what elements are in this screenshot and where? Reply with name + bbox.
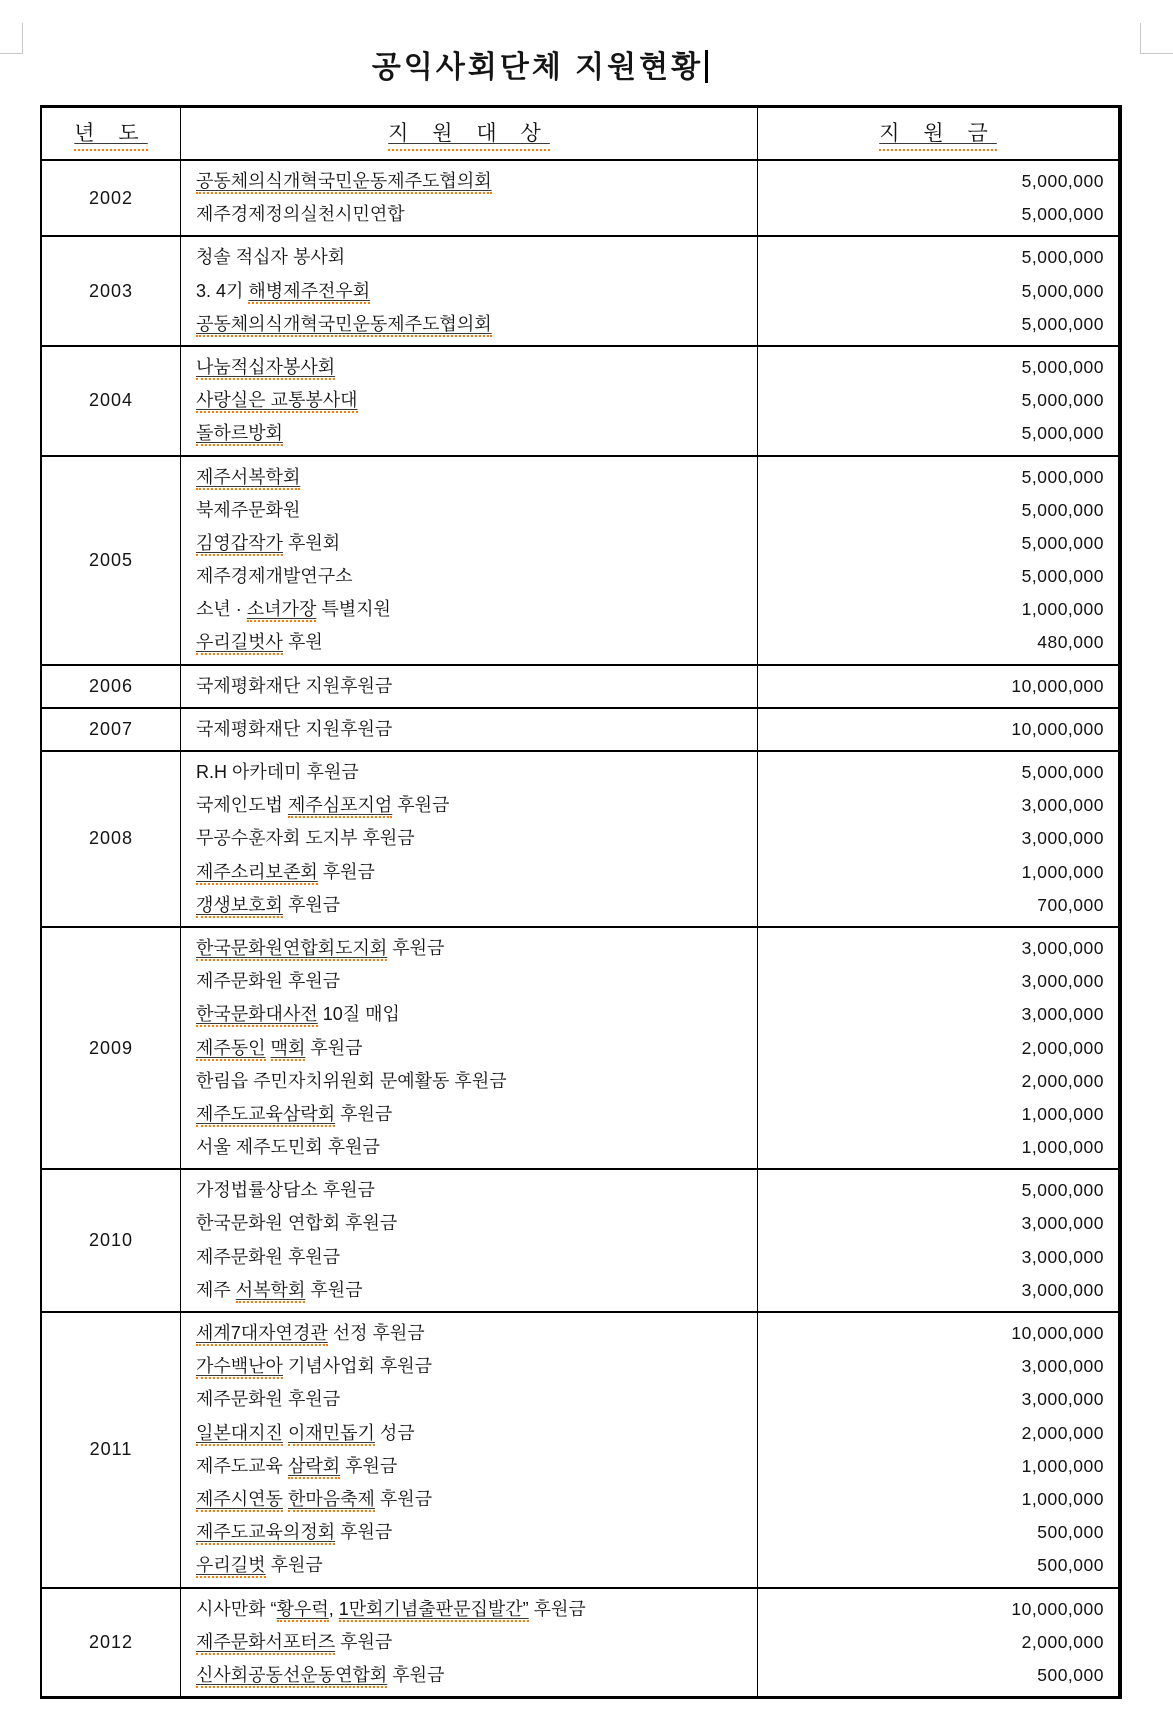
- text-segment: 국제평화재단 지원후원금: [196, 675, 393, 696]
- amount-value: 5,000,000: [1021, 566, 1104, 587]
- text-segment: 후원금: [387, 1664, 445, 1685]
- support-target-line: [181, 351, 757, 384]
- misspelled-text-segment: 제주시연동: [196, 1489, 283, 1512]
- table-header-row: [42, 108, 1118, 161]
- text-segment: 제주경제정의실천시민연합: [196, 204, 405, 225]
- misspelled-text-segment: 제주소리보존회: [196, 862, 318, 885]
- text-segment: 특별지원: [316, 599, 391, 620]
- year-group-row: [42, 926, 1118, 1168]
- support-target-line: [181, 756, 757, 789]
- amount-value: 5,000,000: [1021, 532, 1104, 553]
- misspelled-text-segment: 1만회기념출판문집발간”: [339, 1599, 529, 1622]
- amount-value: 3,000,000: [1021, 828, 1104, 849]
- support-target-line: [181, 670, 757, 703]
- text-segment: 제주문화원 후원금: [196, 1389, 341, 1410]
- misspelled-text-segment: 제주도교육의정회: [196, 1522, 335, 1545]
- text-segment: 시사만화 “: [196, 1598, 277, 1619]
- text-segment: 후원금: [305, 1279, 363, 1300]
- table-groups: [42, 161, 1118, 1696]
- misspelled-text-segment: 공동체의식개혁국민운동제주도협의회: [196, 171, 492, 194]
- amount-value: 500,000: [1037, 1522, 1104, 1543]
- support-target-line: [181, 593, 757, 626]
- amount-value: 3,000,000: [1021, 937, 1104, 958]
- amount-cell: [758, 347, 1118, 455]
- target-cell: [180, 928, 758, 1168]
- amount-cell: [758, 457, 1118, 664]
- support-target-line: [181, 1626, 757, 1659]
- support-target-line: [181, 1516, 757, 1549]
- text-segment: 후원금: [528, 1598, 586, 1619]
- misspelled-text-segment: 소녀가장: [247, 599, 317, 622]
- target-cell: [180, 752, 758, 926]
- misspelled-text-segment: 한마음축제: [288, 1489, 375, 1512]
- support-target-line: [181, 1174, 757, 1207]
- support-target-line: [181, 1131, 757, 1164]
- year-cell: 2002: [88, 187, 134, 208]
- misspelled-text-segment: 우리길벗: [196, 1555, 266, 1578]
- support-target-line: [181, 626, 757, 659]
- text-segment: 10질 매입: [317, 1004, 400, 1025]
- amount-cell: [758, 237, 1118, 345]
- amount-value: 5,000,000: [1021, 280, 1104, 301]
- amount-value: 700,000: [1037, 894, 1104, 915]
- amount-value: 5,000,000: [1021, 423, 1104, 444]
- target-cell: [180, 457, 758, 664]
- header-year: [42, 108, 180, 159]
- amount-cell: [758, 1170, 1118, 1311]
- year-group-row: [42, 1168, 1118, 1311]
- text-segment: 국제인도법: [196, 795, 288, 816]
- amount-value: 1,000,000: [1021, 1103, 1104, 1124]
- page-corner-mark-right: [1140, 23, 1173, 54]
- support-target-line: [181, 856, 757, 889]
- year-cell: 2008: [88, 828, 134, 849]
- text-segment: R.H 아카데미 후원금: [196, 762, 359, 782]
- header-amount-label: 지 원 금: [879, 117, 997, 151]
- year-group-row: [42, 235, 1118, 345]
- support-target-line: [181, 198, 757, 231]
- document-title-text: 공익사회단체 지원현황: [371, 51, 704, 84]
- support-target-line: [181, 1065, 757, 1098]
- amount-value: 10,000,000: [1011, 1323, 1104, 1343]
- text-segment: 제주문화원 후원금: [196, 971, 341, 992]
- misspelled-text-segment: 황우럭: [277, 1599, 329, 1622]
- support-target-line: [181, 1032, 757, 1065]
- misspelled-text-segment: 맥회: [271, 1038, 306, 1061]
- misspelled-text-segment: 가수백난아: [196, 1356, 283, 1379]
- year-group-row: [42, 455, 1118, 664]
- support-target-line: [181, 1317, 757, 1350]
- text-cursor-caret: [705, 50, 708, 83]
- amount-value: 5,000,000: [1021, 499, 1104, 520]
- amount-value: 3,000,000: [1021, 1356, 1104, 1377]
- amount-value: 1,000,000: [1021, 1455, 1104, 1476]
- header-amount: [758, 108, 1118, 159]
- target-cell: [180, 709, 758, 750]
- misspelled-text-segment: 제주심포지엄: [288, 795, 392, 818]
- text-segment: 기념사업회 후원금: [282, 1356, 433, 1377]
- target-cell: [180, 1313, 758, 1587]
- misspelled-text-segment: 서복학회: [236, 1280, 306, 1303]
- text-segment: 북제주문화원: [196, 499, 301, 520]
- misspelled-text-segment: 제주문화서포터즈: [196, 1632, 335, 1655]
- text-segment: 후원금: [317, 861, 375, 882]
- text-segment: 후원금: [335, 1103, 393, 1124]
- support-target-line: [181, 1549, 757, 1582]
- year-group-row: [42, 707, 1118, 750]
- misspelled-text-segment: 세계7대자연경관: [196, 1323, 328, 1346]
- support-target-line: [181, 1417, 757, 1450]
- amount-value: 3,000,000: [1021, 971, 1104, 992]
- text-segment: 무공수훈자회 도지부 후원금: [196, 828, 415, 849]
- support-target-line: [181, 275, 757, 308]
- amount-value: 5,000,000: [1021, 247, 1104, 268]
- amount-value: 5,000,000: [1021, 356, 1104, 377]
- text-segment: 소년 ·: [196, 599, 247, 620]
- amount-cell: [758, 666, 1118, 707]
- support-target-line: [181, 1659, 757, 1692]
- amount-value: 5,000,000: [1021, 762, 1104, 782]
- support-target-line: [181, 1241, 757, 1274]
- misspelled-text-segment: 일본대지진: [196, 1423, 283, 1446]
- amount-value: 3,000,000: [1021, 1213, 1104, 1234]
- amount-value: 2,000,000: [1021, 1070, 1104, 1091]
- support-target-line: [181, 308, 757, 341]
- misspelled-text-segment: 해병제주전우회: [248, 281, 370, 304]
- amount-value: 5,000,000: [1021, 313, 1104, 334]
- year-cell: 2011: [89, 1439, 133, 1460]
- support-target-line: [181, 165, 757, 198]
- year-cell: 2004: [88, 390, 134, 411]
- target-cell: [180, 161, 758, 235]
- misspelled-text-segment: 김영갑작가: [196, 533, 283, 556]
- support-target-line: [181, 1207, 757, 1240]
- year-cell: 2005: [88, 549, 134, 570]
- year-cell: 2003: [88, 280, 134, 301]
- text-segment: 제주경제개발연구소: [196, 566, 353, 587]
- text-segment: 후원금: [335, 1631, 393, 1652]
- support-target-line: [181, 384, 757, 417]
- misspelled-text-segment: 제주서복학회: [196, 467, 300, 490]
- misspelled-text-segment: 갱생보호회: [196, 895, 283, 918]
- misspelled-text-segment: 공동체의식개혁국민운동제주도협의회: [196, 314, 492, 337]
- text-segment: 제주: [196, 1279, 236, 1300]
- amount-value: 5,000,000: [1021, 390, 1104, 411]
- text-segment: 후원금: [282, 894, 341, 915]
- text-segment: 한국문화원 연합회 후원금: [196, 1213, 398, 1234]
- support-target-line: [181, 789, 757, 822]
- year-group-row: [42, 664, 1118, 707]
- support-target-line: [181, 494, 757, 527]
- misspelled-text-segment: 나눔적십자봉사회: [196, 357, 335, 380]
- year-cell: 2006: [88, 675, 134, 696]
- text-segment: 후원금: [387, 937, 445, 958]
- support-target-line: [181, 461, 757, 494]
- text-segment: 후원금: [305, 1037, 363, 1058]
- support-target-line: [181, 932, 757, 965]
- misspelled-text-segment: 돌하르방회: [196, 423, 283, 446]
- target-cell: [180, 347, 758, 455]
- misspelled-text-segment: 삼락회: [288, 1456, 340, 1479]
- amount-value: 500,000: [1037, 1555, 1104, 1576]
- header-target: [180, 108, 758, 159]
- support-target-line: [181, 241, 757, 274]
- misspelled-text-segment: 제주동인: [196, 1038, 266, 1061]
- support-target-line: [181, 713, 757, 746]
- amount-value: 2,000,000: [1021, 1631, 1104, 1652]
- amount-value: 1,000,000: [1021, 1137, 1104, 1158]
- misspelled-text-segment: 한국문화대사전: [196, 1004, 318, 1027]
- text-segment: 후원금: [340, 1455, 398, 1476]
- amount-value: 10,000,000: [1011, 718, 1104, 739]
- text-segment: 가정법률상담소 후원금: [196, 1180, 375, 1201]
- year-group-row: [42, 1311, 1118, 1587]
- text-segment: 후원금: [335, 1522, 393, 1543]
- amount-value: 3,000,000: [1021, 795, 1104, 816]
- text-segment: [266, 1038, 271, 1058]
- year-group-row: [42, 345, 1118, 455]
- support-target-line: [181, 1593, 757, 1626]
- header-year-label: 년 도: [74, 117, 147, 151]
- support-target-line: [181, 1098, 757, 1131]
- support-target-line: [181, 417, 757, 450]
- amount-value: 3,000,000: [1021, 1004, 1104, 1025]
- year-group-row: [42, 750, 1118, 926]
- text-segment: 제주도교육: [196, 1455, 288, 1476]
- misspelled-text-segment: 한국문화원연합회도지회: [196, 938, 387, 961]
- amount-cell: [758, 928, 1118, 1168]
- amount-cell: [758, 709, 1118, 750]
- text-segment: 성금: [374, 1422, 415, 1443]
- target-cell: [180, 666, 758, 707]
- amount-value: 2,000,000: [1021, 1422, 1104, 1443]
- text-segment: 선정 후원금: [327, 1323, 425, 1343]
- amount-value: 3,000,000: [1021, 1246, 1104, 1267]
- text-segment: 제주문화원 후원금: [196, 1246, 341, 1267]
- amount-value: 10,000,000: [1011, 1598, 1104, 1619]
- amount-value: 5,000,000: [1021, 1180, 1104, 1201]
- support-table: [40, 105, 1122, 1699]
- text-segment: 국제평화재단 지원후원금: [196, 718, 393, 739]
- amount-value: 5,000,000: [1021, 204, 1104, 225]
- text-segment: 3. 4기: [196, 280, 249, 301]
- amount-value: 3,000,000: [1021, 1279, 1104, 1300]
- support-target-line: [181, 998, 757, 1031]
- support-target-line: [181, 1350, 757, 1383]
- amount-value: 5,000,000: [1021, 466, 1104, 487]
- support-target-line: [181, 1450, 757, 1483]
- year-cell: 2009: [88, 1037, 134, 1058]
- amount-cell: [758, 1589, 1118, 1697]
- year-cell: 2010: [88, 1230, 134, 1251]
- amount-value: 480,000: [1037, 632, 1104, 653]
- misspelled-text-segment: 신사회공동선운동연합회: [196, 1665, 387, 1688]
- support-target-line: [181, 822, 757, 855]
- text-segment: 청솔 적십자 봉사회: [196, 247, 346, 268]
- text-segment: ,: [328, 1598, 339, 1619]
- misspelled-text-segment: 제주도교육삼락회: [196, 1104, 335, 1127]
- support-target-line: [181, 527, 757, 560]
- text-segment: 후원금: [265, 1555, 323, 1576]
- misspelled-text-segment: 이재민돕기: [288, 1423, 375, 1446]
- amount-value: 2,000,000: [1021, 1037, 1104, 1058]
- misspelled-text-segment: 우리길벗사: [196, 632, 283, 655]
- year-cell: 2012: [88, 1631, 134, 1652]
- document-title: [0, 42, 1080, 86]
- text-segment: 후원: [282, 632, 323, 653]
- amount-value: 10,000,000: [1011, 675, 1104, 696]
- amount-cell: [758, 1313, 1118, 1587]
- amount-value: 1,000,000: [1021, 861, 1104, 882]
- support-target-line: [181, 1483, 757, 1516]
- support-target-line: [181, 965, 757, 998]
- year-cell: 2007: [88, 718, 134, 739]
- amount-cell: [758, 752, 1118, 926]
- target-cell: [180, 1589, 758, 1697]
- support-target-line: [181, 1274, 757, 1307]
- text-segment: 후원금: [392, 795, 450, 816]
- year-group-row: [42, 1587, 1118, 1697]
- support-target-line: [181, 1383, 757, 1416]
- support-target-line: [181, 560, 757, 593]
- text-segment: 한림읍 주민자치위원회 문예활동 후원금: [196, 1070, 507, 1091]
- amount-value: 1,000,000: [1021, 1488, 1104, 1509]
- amount-value: 1,000,000: [1021, 599, 1104, 620]
- target-cell: [180, 237, 758, 345]
- target-cell: [180, 1170, 758, 1311]
- amount-cell: [758, 161, 1118, 235]
- year-group-row: [42, 161, 1118, 235]
- amount-value: 5,000,000: [1021, 171, 1104, 191]
- text-segment: 서울 제주도민회 후원금: [196, 1137, 380, 1158]
- support-target-line: [181, 889, 757, 922]
- amount-value: 3,000,000: [1021, 1389, 1104, 1410]
- text-segment: 후원회: [282, 532, 341, 553]
- misspelled-text-segment: 사랑실은 교통봉사대: [196, 390, 358, 413]
- header-target-label: 지 원 대 상: [388, 117, 550, 151]
- amount-value: 500,000: [1037, 1664, 1104, 1685]
- text-segment: 후원금: [374, 1488, 433, 1509]
